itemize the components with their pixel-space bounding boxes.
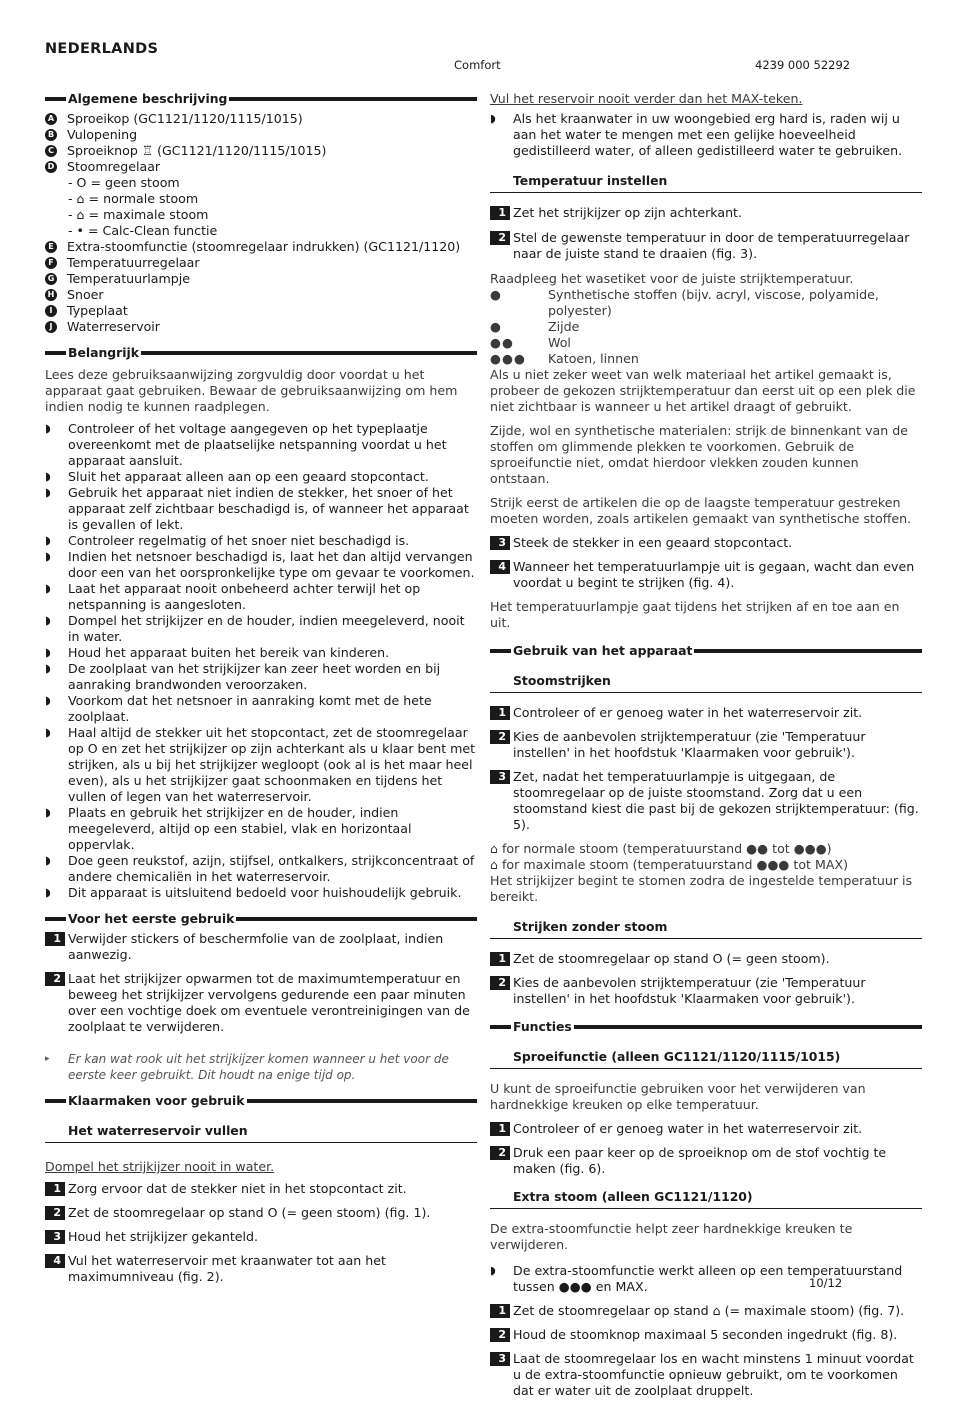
bullet-text: Voorkom dat het netsnoer in aanraking komt met de hete zoolplaat.: [68, 693, 432, 724]
temp-paragraph-1: Als u niet zeker weet van welk materiaal het artikel gemaakt is, probeer de gekozen strijktemperatuur dan eerst uit op een plek die niet zichtbaar is wanneer u het artikel draagt of gebruikt.: [490, 367, 916, 414]
bullet-item: [45, 549, 477, 581]
temperature-steps-2: [490, 535, 922, 599]
bullet-item: [45, 645, 477, 661]
step-number-box: 1: [490, 1122, 510, 1136]
step-number-box: 1: [490, 1304, 510, 1318]
spray-steps: [490, 1121, 922, 1185]
fill-reservoir-steps: [45, 1181, 477, 1293]
step-item: [45, 1205, 477, 1221]
section-title: Belangrijk: [68, 345, 139, 360]
temp-paragraph-2: Zijde, wol en synthetische materialen: strijk de binnenkant van de stoffen om glimmende plekken te voorkomen. Gebruik de sproeifunctie niet, omdat hierdoor vlekken zouden kunnen ontstaan.: [490, 423, 908, 486]
bullet-icon: ◗: [45, 422, 51, 435]
first-use-note: [45, 1051, 477, 1083]
bullet-item: [45, 725, 477, 805]
step-text: Steek de stekker in een geaard stopcontact.: [513, 535, 793, 550]
part-letter-badge: C: [45, 145, 57, 157]
bullet-text: Controleer regelmatig of het snoer niet beschadigd is.: [68, 533, 410, 548]
section-title: Gebruik van het apparaat: [513, 643, 693, 658]
step-item: [490, 1145, 922, 1177]
fabric-row: [490, 335, 922, 351]
part-letter-badge: E: [45, 241, 57, 253]
description-item: [45, 127, 477, 143]
step-number-box: 2: [490, 730, 510, 744]
temperature-steps: [490, 205, 922, 271]
step-text: Controleer of er genoeg water in het waterreservoir zit.: [513, 705, 863, 720]
part-letter-badge: A: [45, 113, 57, 125]
dry-ironing-steps: [490, 951, 922, 1015]
steam-setting-item: - ⌂ = normale stoom: [68, 191, 199, 206]
bullet-text: Als het kraanwater in uw woongebied erg hard is, raden wij u aan het water te mengen met een gelijke hoeveelheid gedistilleerd water, of alleen gedistilleerd water te gebruiken.: [513, 111, 903, 158]
bullet-item: [45, 581, 477, 613]
page-language-heading: NEDERLANDS: [45, 41, 159, 57]
steam-ironing-steps: [490, 705, 922, 841]
part-letter-badge: B: [45, 129, 57, 141]
steam-note: Het strijkijzer begint te stomen zodra de ingestelde temperatuur is bereikt.: [490, 873, 913, 904]
section-title: Voor het eerste gebruik: [68, 911, 235, 926]
step-number-box: 3: [490, 1352, 510, 1366]
step-item: [45, 1181, 477, 1197]
step-number-box: 2: [490, 1328, 510, 1342]
part-letter-badge: J: [45, 321, 57, 333]
subsection-dry-ironing: Strijken zonder stoom: [490, 919, 922, 939]
step-item: [490, 729, 922, 761]
part-label: Waterreservoir: [67, 319, 160, 334]
step-number-box: 2: [490, 231, 510, 245]
bullet-text: Dompel het strijkijzer en de houder, indien meegeleverd, nooit in water.: [68, 613, 465, 644]
step-number-box: 2: [45, 1206, 65, 1220]
bullet-item: [45, 693, 477, 725]
heading-rule: [490, 1025, 511, 1029]
bullet-text: Houd het apparaat buiten het bereik van kinderen.: [68, 645, 390, 660]
bullet-icon: ◗: [45, 486, 51, 499]
fabric-name: Synthetische stoffen (bijv. acryl, viscose, polyamide, polyester): [548, 287, 879, 318]
step-text: Zet de stoomregelaar op stand ⌂ (= maximale stoom) (fig. 7).: [513, 1303, 905, 1318]
part-label: Typeplaat: [67, 303, 128, 318]
subsection-temperature: Temperatuur instellen: [490, 173, 922, 193]
temperature-dots: ●: [490, 287, 502, 302]
part-label: Extra-stoomfunctie (stoomregelaar indrukken) (GC1121/1120): [67, 239, 461, 254]
step-item: [45, 971, 477, 1035]
step-text: Druk een paar keer op de sproeiknop om de stof vochtig te maken (fig. 6).: [513, 1145, 887, 1176]
general-description-list: [45, 111, 477, 175]
description-item: [45, 239, 477, 255]
right-column: [490, 91, 922, 1407]
bullet-icon: ◗: [45, 582, 51, 595]
step-number-box: 4: [45, 1254, 65, 1268]
part-label: Sproeikop (GC1121/1120/1115/1015): [67, 111, 303, 126]
bullet-text: De extra-stoomfunctie werkt alleen op een temperatuurstand tussen ●●● en MAX.: [513, 1263, 903, 1294]
step-text: Zorg ervoor dat de stekker niet in het stopcontact zit.: [68, 1181, 407, 1196]
fabric-name: Wol: [548, 335, 571, 350]
step-text: Zet, nadat het temperatuurlampje is uitgegaan, de stoomregelaar op de juiste stoomstand. Zorg dat u een stoomstand kiest die past bij de gekozen strijktemperatuur: (fig. 5).: [513, 769, 919, 832]
section-general-heading: [45, 91, 477, 107]
subsection-extra-steam: Extra stoom (alleen GC1121/1120): [490, 1189, 922, 1209]
heading-rule: [694, 649, 922, 653]
step-item: [45, 931, 477, 963]
step-number-box: 1: [45, 932, 65, 946]
step-item: [490, 1327, 922, 1343]
part-letter-badge: D: [45, 161, 57, 173]
section-first-use-heading: [45, 911, 477, 927]
step-text: Laat de stoomregelaar los en wacht minstens 1 minuut voordat u de extra-stoomfunctie opnieuw gebruikt, om te voorkomen dat er water uit de zoolplaat druppelt.: [513, 1351, 914, 1398]
description-item: [45, 271, 477, 287]
step-number-box: 2: [45, 972, 65, 986]
bullet-text: Controleer of het voltage aangegeven op het typeplaatje overeenkomt met de plaatselijke netspanning voordat u het apparaat aansluit.: [68, 421, 447, 468]
step-text: Houd de stoomknop maximaal 5 seconden ingedrukt (fig. 8).: [513, 1327, 898, 1342]
section-important-heading: [45, 345, 477, 361]
steam-normal-line: ⌂ for normale stoom (temperatuurstand ●● tot ●●●): [490, 841, 832, 856]
note-text: Er kan wat rook uit het strijkijzer komen wanneer u het voor de eerste keer gebruikt. Dit houdt na enige tijd op.: [68, 1052, 449, 1082]
bullet-text: Plaats en gebruik het strijkijzer en de houder, indien meegeleverd, altijd op een stabiel, vlak en horizontaal oppervlak.: [68, 805, 412, 852]
section-title: Klaarmaken voor gebruik: [68, 1093, 245, 1108]
heading-rule: [236, 917, 477, 921]
page-model-name: Comfort: [454, 58, 501, 72]
heading-rule: [45, 351, 66, 355]
step-text: Laat het strijkijzer opwarmen tot de maximumtemperatuur en beweeg het strijkijzer vervolgens gedurende een paar minuten over een vochtige doek om eventuele verontreinigingen van de zoolplaat te verwijderen.: [68, 971, 470, 1034]
step-text: Zet de stoomregelaar op stand O (= geen stoom) (fig. 1).: [68, 1205, 431, 1220]
step-item: [490, 1121, 922, 1137]
step-number-box: 2: [490, 976, 510, 990]
bullet-text: De zoolplaat van het strijkijzer kan zeer heet worden en bij aanraking brandwonden veroorzaken.: [68, 661, 441, 692]
step-item: [45, 1253, 477, 1285]
part-label: Temperatuurlampje: [67, 271, 191, 286]
extra-steam-steps: [490, 1303, 922, 1407]
spray-intro: U kunt de sproeifunctie gebruiken voor het verwijderen van hardnekkige kreuken op elke temperatuur.: [490, 1081, 866, 1112]
important-intro: Lees deze gebruiksaanwijzing zorgvuldig door voordat u het apparaat gaat gebruiken. Bewaar de gebruiksaanwijzing om hem indien nodig te kunnen raadplegen.: [45, 367, 458, 414]
part-label: Sproeiknop ♖ (GC1121/1120/1115/1015): [67, 143, 327, 158]
max-note-line: [490, 91, 922, 107]
general-description-list-2: [45, 239, 477, 335]
bullet-icon: ◗: [45, 726, 51, 739]
step-item: [490, 951, 922, 967]
description-item: [45, 111, 477, 127]
step-text: Zet het strijkijzer op zijn achterkant.: [513, 205, 742, 220]
first-use-steps: [45, 931, 477, 1043]
step-item: [490, 230, 922, 262]
bullet-icon: ◗: [45, 614, 51, 627]
step-text: Wanneer het temperatuurlampje uit is gegaan, wacht dan even voordat u begint te strijken (fig. 4).: [513, 559, 915, 590]
bullet-icon: ◗: [490, 112, 496, 125]
warning-line: [45, 1159, 477, 1175]
part-label: Vulopening: [67, 127, 138, 142]
bullet-item: [45, 661, 477, 693]
description-item: [45, 287, 477, 303]
step-text: Stel de gewenste temperatuur in door de temperatuurregelaar naar de juiste stand te draaien (fig. 3).: [513, 230, 910, 261]
extra-steam-bullet: [490, 1263, 922, 1295]
description-item: [45, 143, 477, 159]
steam-settings-list: [45, 175, 477, 239]
part-letter-badge: I: [45, 305, 57, 317]
extra-intro: De extra-stoomfunctie helpt zeer hardnekkige kreuken te verwijderen.: [490, 1221, 853, 1252]
heading-rule: [141, 351, 477, 355]
section-title: Functies: [513, 1019, 572, 1034]
bullet-item: [45, 613, 477, 645]
step-item: [490, 1351, 922, 1399]
step-number-box: 1: [45, 1182, 65, 1196]
fabric-row: [490, 287, 922, 319]
max-note-text: Vul het reservoir nooit verder dan het MAX-teken.: [490, 91, 803, 106]
step-text: Verwijder stickers of beschermfolie van de zoolplaat, indien aanwezig.: [68, 931, 444, 962]
description-item: [45, 319, 477, 335]
part-letter-badge: H: [45, 289, 57, 301]
step-number-box: 3: [45, 1230, 65, 1244]
subsection-steam-ironing: Stoomstrijken: [490, 673, 922, 693]
fabric-name: Zijde: [548, 319, 580, 334]
bullet-item: [45, 485, 477, 533]
bullet-icon: ◗: [45, 646, 51, 659]
warning-text: Dompel het strijkijzer nooit in water.: [45, 1159, 275, 1174]
page-product-code: 4239 000 52292: [755, 58, 851, 72]
part-label: Snoer: [67, 287, 104, 302]
fabric-row: [490, 351, 922, 367]
part-letter-badge: G: [45, 273, 57, 285]
step-number-box: 1: [490, 206, 510, 220]
bullet-icon: ◗: [45, 662, 51, 675]
part-label: Temperatuurregelaar: [67, 255, 200, 270]
temperature-dots: ●: [490, 319, 502, 334]
bullet-item: [45, 533, 477, 549]
heading-rule: [45, 1099, 66, 1103]
fabric-name: Katoen, linnen: [548, 351, 639, 366]
step-text: Kies de aanbevolen strijktemperatuur (zie 'Temperatuur instellen' in het hoofdstuk 'Klaarmaken voor gebruik').: [513, 729, 866, 760]
consult-label-text: Raadpleeg het wasetiket voor de juiste strijktemperatuur.: [490, 271, 854, 286]
bullet-item: [45, 885, 477, 901]
temperature-dots: ●●: [490, 335, 514, 350]
section-functions-heading: [490, 1019, 922, 1035]
heading-rule: [45, 917, 66, 921]
bullet-item: [45, 469, 477, 485]
bullet-icon: ◗: [45, 470, 51, 483]
description-item: [45, 159, 477, 175]
heading-rule: [45, 97, 66, 101]
bullet-text: Dit apparaat is uitsluitend bedoeld voor huishoudelijk gebruik.: [68, 885, 462, 900]
heading-rule: [490, 649, 511, 653]
step-text: Kies de aanbevolen strijktemperatuur (zie 'Temperatuur instellen' in het hoofdstuk 'Klaarmaken voor gebruik').: [513, 975, 866, 1006]
step-item: [490, 535, 922, 551]
step-item: [490, 769, 922, 833]
note-arrow-icon: ▸: [45, 1054, 50, 1064]
step-item: [490, 1303, 922, 1319]
subsection-spray: Sproeifunctie (alleen GC1121/1120/1115/1015): [490, 1049, 922, 1069]
steam-setting-item: - O = geen stoom: [68, 175, 180, 190]
step-text: Houd het strijkijzer gekanteld.: [68, 1229, 259, 1244]
bullet-text: Gebruik het apparaat niet indien de stekker, het snoer of het apparaat zelf zichtbaar beschadigd is, of wanneer het apparaat is gevallen of lekt.: [68, 485, 469, 532]
hard-water-bullet: [490, 111, 922, 159]
steam-setting-item: - • = Calc-Clean functie: [68, 223, 218, 238]
step-text: Zet de stoomregelaar op stand O (= geen stoom).: [513, 951, 830, 966]
step-number-box: 3: [490, 770, 510, 784]
step-item: [490, 559, 922, 591]
fabric-row: [490, 319, 922, 335]
step-text: Controleer of er genoeg water in het waterreservoir zit.: [513, 1121, 863, 1136]
temp-paragraph-3: Strijk eerst de artikelen die op de laagste temperatuur gestreken moeten worden, zoals artikelen gemaakt van synthetische stoffen.: [490, 495, 912, 526]
bullet-icon: ◗: [490, 1264, 496, 1277]
fabric-temperature-list: [490, 287, 922, 367]
page-number: 10/12: [809, 1276, 843, 1290]
section-title: Algemene beschrijving: [68, 91, 228, 106]
bullet-icon: ◗: [45, 806, 51, 819]
bullet-text: Sluit het apparaat alleen aan op een geaard stopcontact.: [68, 469, 429, 484]
bullet-text: Haal altijd de stekker uit het stopcontact, zet de stoomregelaar op O en zet het strijkijzer op zijn achterkant als u klaar bent met strijken, als u bij het strijkijzer wegloopt (ook al is het maar heel even), als u het strijkijzer gaat schoonmaken en tijdens het vullen of legen van het waterreservoir.: [68, 725, 476, 804]
bullet-text: Indien het netsnoer beschadigd is, laat het dan altijd vervangen door een van het oorspronkelijke type om gevaar te voorkomen.: [68, 549, 475, 580]
step-number-box: 1: [490, 952, 510, 966]
bullet-item: [45, 421, 477, 469]
step-item: [490, 975, 922, 1007]
bullet-icon: ◗: [45, 886, 51, 899]
steam-max-line: ⌂ for maximale stoom (temperatuurstand ●●● tot MAX): [490, 857, 849, 872]
bullet-icon: ◗: [45, 550, 51, 563]
bullet-text: Laat het apparaat nooit onbeheerd achter terwijl het op netspanning is aangesloten.: [68, 581, 421, 612]
step-number-box: 4: [490, 560, 510, 574]
heading-rule: [229, 97, 477, 101]
bullet-text: Doe geen reukstof, azijn, stijfsel, ontkalkers, strijkconcentraat of andere chemicaliën in het waterreservoir.: [68, 853, 475, 884]
bullet-item: [45, 805, 477, 853]
bullet-icon: ◗: [45, 854, 51, 867]
left-column: [45, 91, 477, 1293]
section-use-heading: [490, 643, 922, 659]
part-label: Stoomregelaar: [67, 159, 161, 174]
subsection-fill-reservoir: Het waterreservoir vullen: [45, 1123, 477, 1143]
step-number-box: 2: [490, 1146, 510, 1160]
step-item: [490, 705, 922, 721]
step-item: [490, 205, 922, 221]
steam-setting-item: - ⌂ = maximale stoom: [68, 207, 209, 222]
step-item: [45, 1229, 477, 1245]
lamp-note: Het temperatuurlampje gaat tijdens het strijken af en toe aan en uit.: [490, 599, 900, 630]
bullet-icon: ◗: [45, 534, 51, 547]
section-prepare-heading: [45, 1093, 477, 1109]
step-number-box: 1: [490, 706, 510, 720]
heading-rule: [247, 1099, 478, 1103]
description-item: [45, 255, 477, 271]
step-text: Vul het waterreservoir met kraanwater tot aan het maximumniveau (fig. 2).: [68, 1253, 386, 1284]
bullet-item: [45, 853, 477, 885]
heading-rule: [574, 1025, 922, 1029]
description-item: [45, 303, 477, 319]
step-number-box: 3: [490, 536, 510, 550]
bullet-icon: ◗: [45, 694, 51, 707]
part-letter-badge: F: [45, 257, 57, 269]
safety-bullet-list: [45, 421, 477, 901]
temperature-dots: ●●●: [490, 351, 526, 366]
